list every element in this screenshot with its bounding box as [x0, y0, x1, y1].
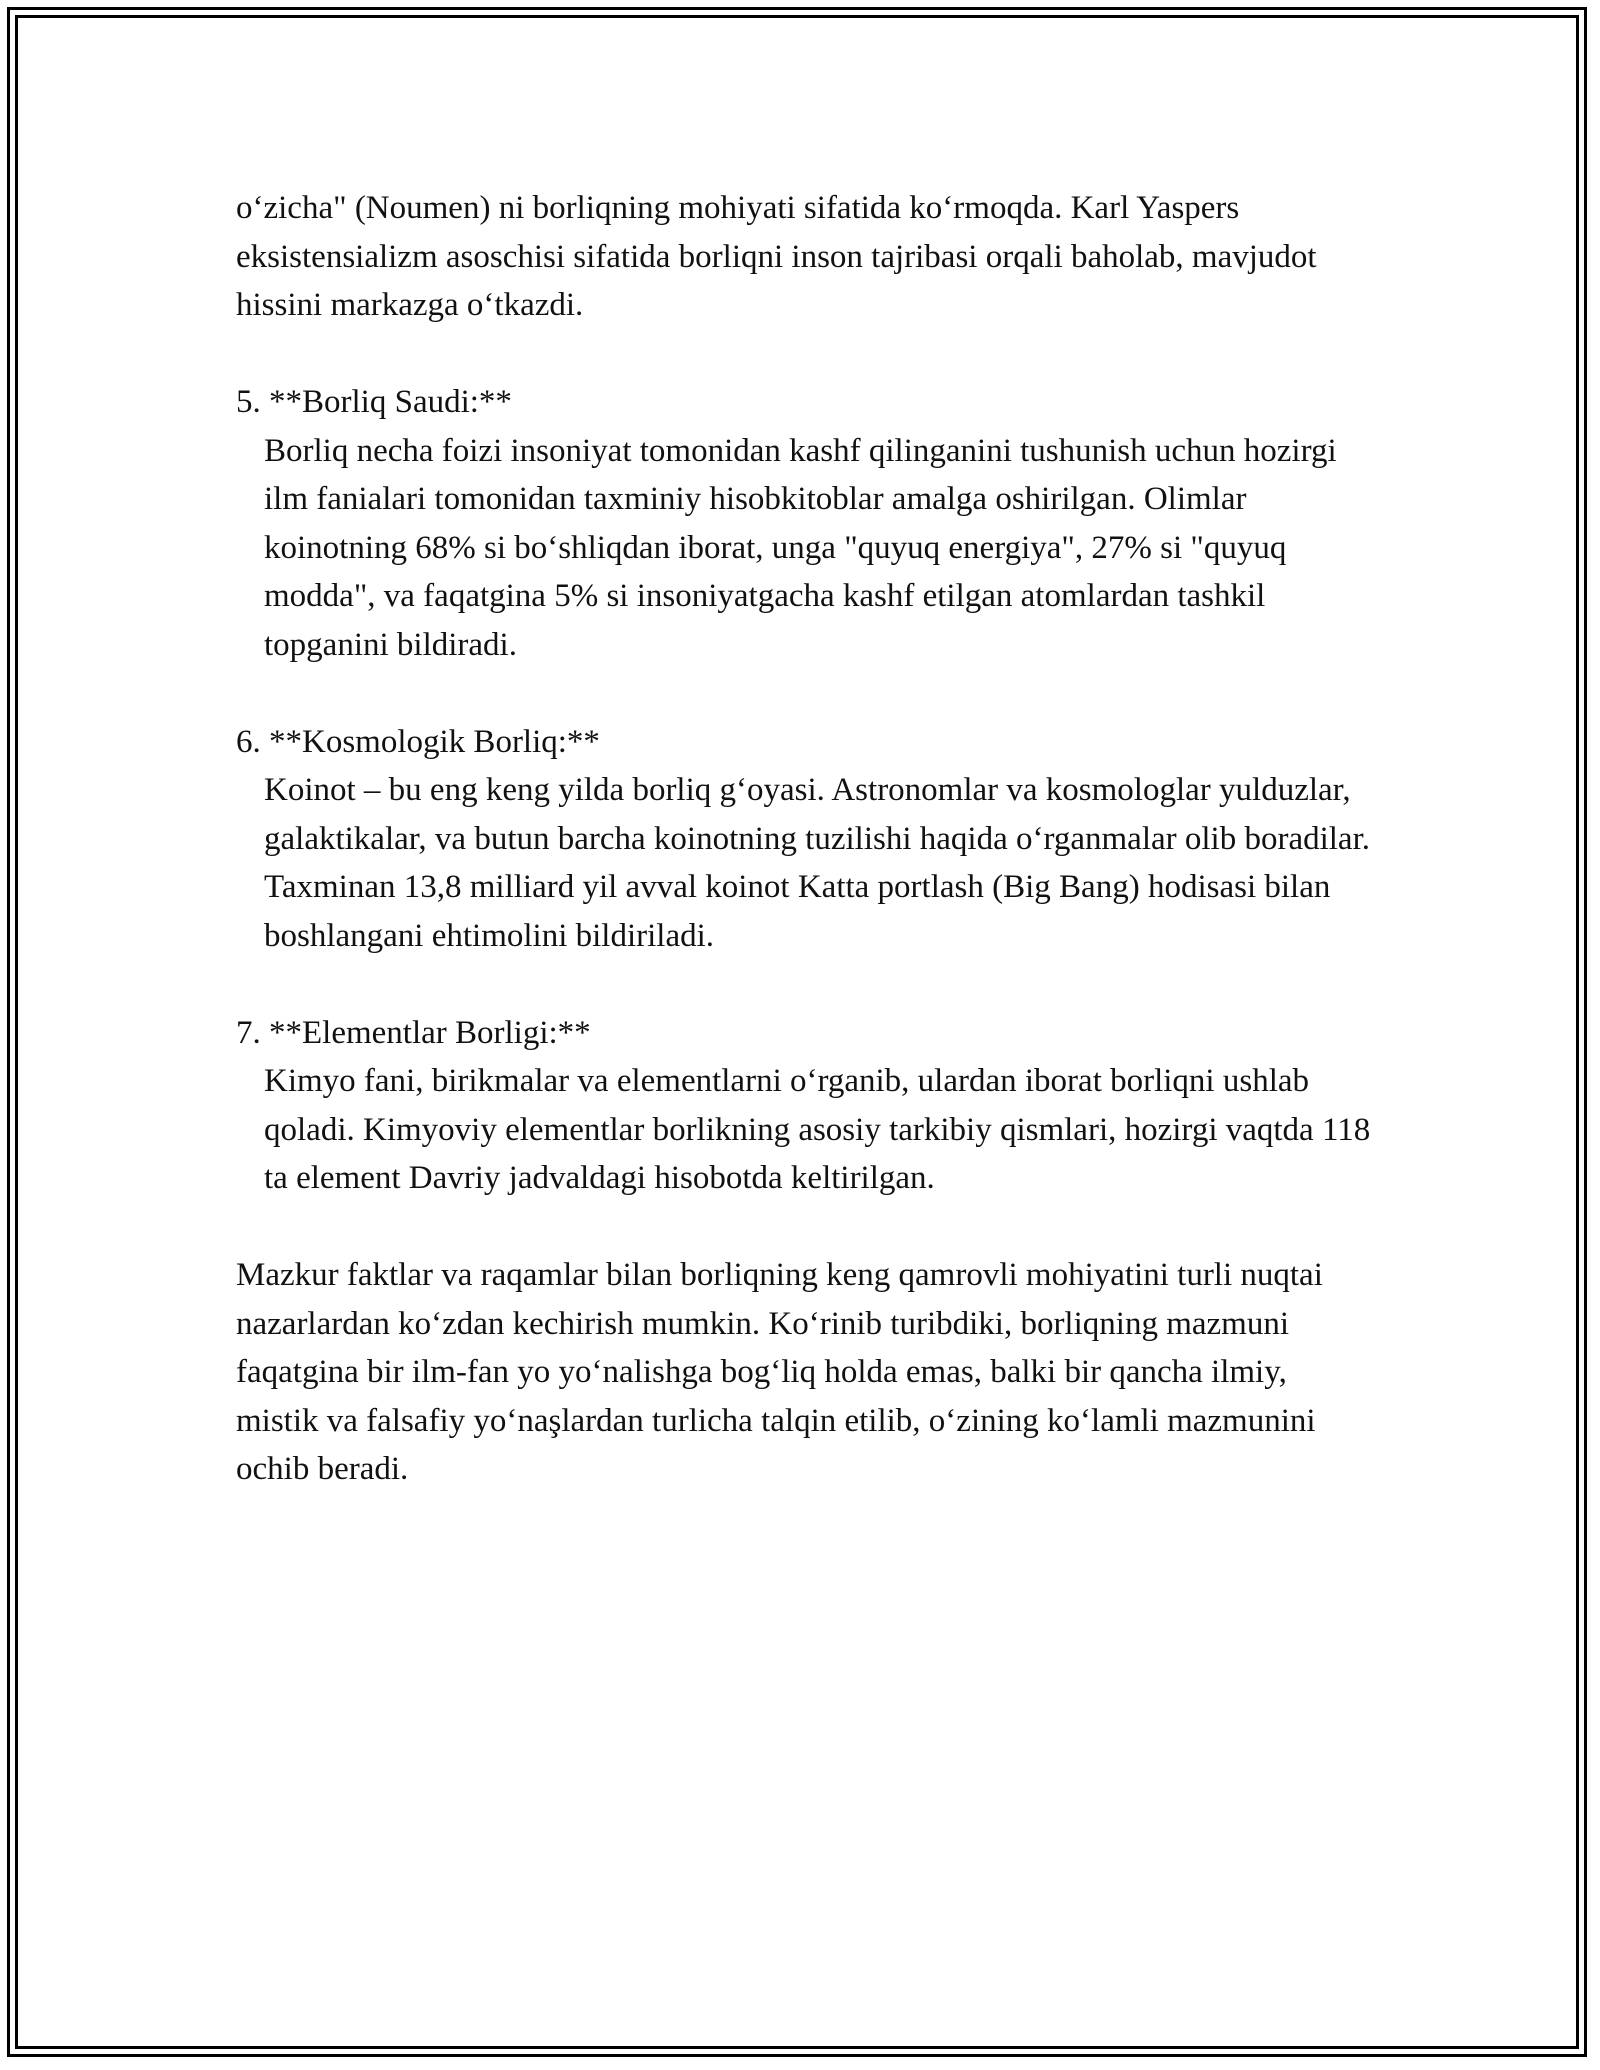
section-5-heading: 5. **Borliq Saudi:**: [236, 384, 512, 420]
section-7-body: Kimyo fani, birikmalar va elementlarni oʻrganib, ulardan iborat borliqni ushlab qoladi. Kimyoviy elementlar borlikning asosiy tarkibiy qismlari, hozirgi vaqtda 118 ta element Davriy jadvaldagi hisobotda keltirilgan.: [264, 1063, 1371, 1196]
paragraph-spacer: [236, 1203, 1376, 1252]
section-6-heading: 6. **Kosmologik Borliq:**: [236, 723, 600, 760]
paragraph-spacer: [236, 669, 1376, 718]
section-7-heading: 7. **Elementlar Borligi:**: [236, 1014, 591, 1051]
section-5-body: Borliq necha foizi insoniyat tomonidan kashf qilinganini tushunish uchun hozirgi ilm fanialari tomonidan taxminiy hisobkitoblar amalga oshirilgan. Olimlar koinotning 68% si boʻshliqdan iborat, unga "quyuq energiya", 27% si "quyuq modda", va faqatgina 5% si insoniyatgacha kashf etilgan atomlardan tashkil topganini bildiradi.: [264, 432, 1337, 663]
paragraph-spacer: [236, 960, 1376, 1009]
conclusion-paragraph: Mazkur faktlar va raqamlar bilan borliqning keng qamrovli mohiyatini turli nuqtai nazarlardan koʻzdan kechirish mumkin. Koʻrinib turibdiki, borliqning mazmuni faqatgina bir ilm-fan yo yoʻnalishga bogʻliq holda emas, balki bir qancha ilmiy, mistik va falsafiy yoʻnaşlardan turlicha talqin etilib, oʻzining koʻlamli mazmunini ochib beradi.: [236, 1257, 1323, 1487]
paragraph-spacer: [236, 330, 1376, 379]
section-6-body: Koinot – bu eng keng yilda borliq gʻoyasi. Astronomlar va kosmologlar yulduzlar, galaktikalar, va butun barcha koinotning tuzilishi haqida oʻrganmalar olib boradilar. Taxminan 13,8 milliard yil avval koinot Katta portlash (Big Bang) hodisasi bilan boshlangani ehtimolini bildiriladi.: [264, 772, 1370, 954]
intro-paragraph: oʻzicha" (Noumen) ni borliqning mohiyati sifatida koʻrmoqda. Karl Yaspers eksistensializm asoschisi sifatida borliqni inson tajribasi orqali baholab, mavjudot hissini markazga oʻtkazdi.: [236, 190, 1317, 323]
document-body: [236, 184, 1376, 1494]
